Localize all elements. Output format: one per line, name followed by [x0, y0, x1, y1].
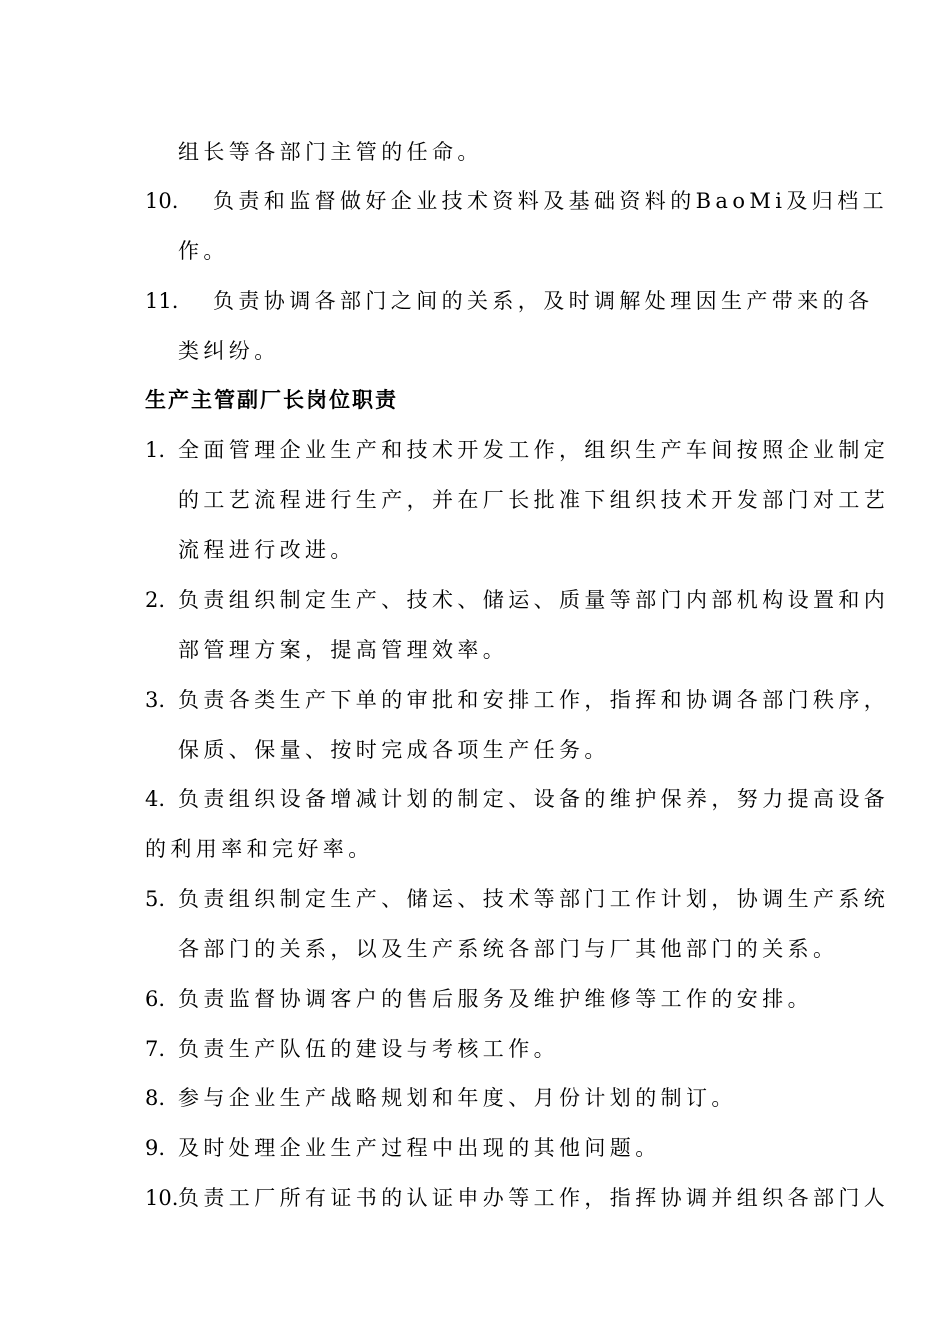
duty-2-line-1 — [145, 585, 890, 615]
duty-10-text-1: 负责工厂所有证书的认证申办等工作，指挥协调并组织各部门人 — [178, 1186, 890, 1210]
item-11-text-1: 负责协调各部门之间的关系，及时调解处理因生产带来的各 — [213, 289, 874, 313]
duty-6-line-1 — [145, 984, 813, 1014]
duty-7-number: 7. — [145, 1037, 166, 1061]
duty-5-line-2: 各部门的关系，以及生产系统各部门与厂其他部门的关系。 — [178, 937, 839, 961]
duty-3-number: 3. — [145, 688, 166, 712]
section-title: 生产主管副厂长岗位职责 — [145, 388, 398, 412]
duty-1-number: 1. — [145, 438, 166, 462]
duty-2-number: 2. — [145, 588, 166, 612]
duty-8-number: 8. — [145, 1086, 166, 1110]
item-10-line-1 — [145, 186, 889, 216]
duty-9-line-1 — [145, 1133, 810, 1163]
item-10-text-1: 负责和监督做好企业技术资料及基础资料的BaoMi及归档工 — [213, 189, 889, 213]
duty-1-line-3: 流程进行改进。 — [178, 538, 356, 562]
duty-3-text-1: 负责各类生产下单的审批和安排工作，指挥和协调各部门秩序， — [178, 688, 890, 712]
duty-4-line-1 — [145, 784, 890, 814]
duty-5-text-1: 负责组织制定生产、储运、技术等部门工作计划，协调生产系统 — [178, 887, 890, 911]
duty-7-text-1: 负责生产队伍的建设与考核工作。 — [178, 1037, 559, 1061]
duty-1-line-2: 的工艺流程进行生产，并在厂长批准下组织技术开发部门对工艺 — [178, 488, 890, 512]
duty-4-text-1: 负责组织设备增减计划的制定、设备的维护保养，努力提高设备 — [178, 787, 890, 811]
item-10-number: 10. — [145, 189, 179, 213]
item-11-number: 11. — [145, 289, 179, 313]
duty-1-text-1: 全面管理企业生产和技术开发工作，组织生产车间按照企业制定 — [178, 438, 890, 462]
duty-10-line-1 — [145, 1183, 890, 1213]
duty-2-text-1: 负责组织制定生产、技术、储运、质量等部门内部机构设置和内 — [178, 588, 890, 612]
duty-1-line-1 — [145, 435, 890, 465]
duty-2-line-2: 部管理方案，提高管理效率。 — [178, 638, 509, 662]
item-10-line-2: 作。 — [178, 239, 229, 263]
duty-3-line-2: 保质、保量、按时完成各项生产任务。 — [178, 738, 610, 762]
duty-4-line-2: 的利用率和完好率。 — [145, 837, 374, 861]
duty-5-line-1 — [145, 884, 890, 914]
prev-item-tail: 组长等各部门主管的任命。 — [178, 140, 483, 164]
duty-8-line-1 — [145, 1083, 810, 1113]
duty-9-number: 9. — [145, 1136, 166, 1160]
duty-10-number: 10. — [145, 1186, 179, 1210]
duty-7-line-1 — [145, 1034, 810, 1064]
duty-5-number: 5. — [145, 887, 166, 911]
item-11-line-2: 类纠纷。 — [178, 339, 280, 363]
duty-9-text-1: 及时处理企业生产过程中出现的其他问题。 — [178, 1136, 661, 1160]
duty-6-text-1: 负责监督协调客户的售后服务及维护维修等工作的安排。 — [178, 987, 813, 1011]
item-11-line-1 — [145, 286, 874, 316]
duty-3-line-1 — [145, 685, 890, 715]
duty-4-number: 4. — [145, 787, 166, 811]
duty-8-text-1: 参与企业生产战略规划和年度、月份计划的制订。 — [178, 1086, 737, 1110]
duty-6-number: 6. — [145, 987, 166, 1011]
